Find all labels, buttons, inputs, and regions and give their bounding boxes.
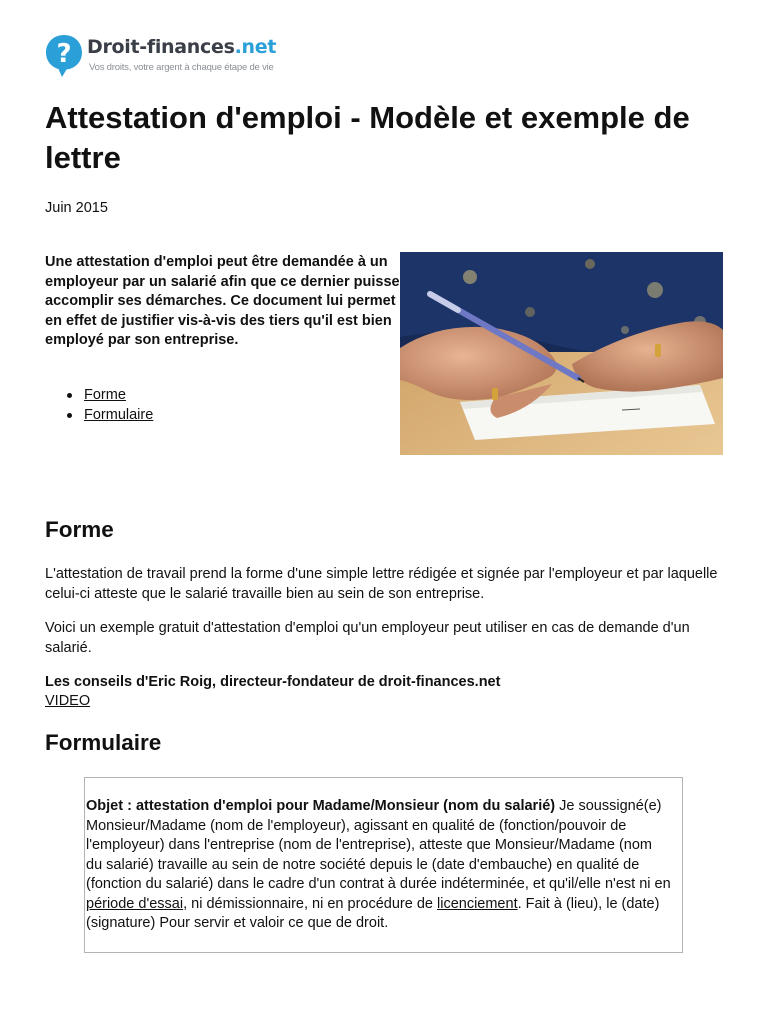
toc-item [45,405,153,425]
letter-object: Objet : attestation d'emploi pour Madame/Monsieur (nom du salarié) [86,798,556,814]
letter-template-box [84,777,683,953]
forme-paragraph-2: Voici un exemple gratuit d'attestation d'emploi qu'un employeur peut utiliser en cas de demande d'un salarié. [45,620,690,656]
advice-heading: Les conseils d'Eric Roig, directeur-fondateur de droit-finances.net [45,674,501,690]
link-licenciement[interactable]: licenciement [437,895,518,912]
link-periode-essai[interactable]: période d'essai [86,895,184,912]
hands-writing-letter-photo [400,252,723,455]
bullet-icon [67,393,72,398]
letter-text-part: . Fait à (lieu), le (date) (signature) Pour servir et valoir ce que de droit. [86,895,660,931]
bullet-icon [67,413,72,418]
letter-template-text [86,797,672,934]
publication-date: Juin 2015 [45,200,108,216]
forme-paragraph-1: L'attestation de travail prend la forme d'une simple lettre rédigée et signée par l'employeur et par laquelle celui-ci atteste que le salarié travaille bien au sein de son entreprise. [45,566,718,602]
video-link[interactable]: VIDEO [45,693,91,709]
logo-name: Droit-finances [87,36,235,58]
logo-extension: .net [234,36,277,58]
svg-text:?: ? [56,39,72,69]
page-title: Attestation d'emploi - Modèle et exemple de lettre [45,100,690,175]
section-heading-forme: Forme [45,517,114,542]
toc-link-formulaire[interactable]: Formulaire [84,407,154,423]
section-heading-formulaire: Formulaire [45,730,162,755]
toc-link-forme[interactable]: Forme [84,387,126,403]
logo-tagline: Vos droits, votre argent à chaque étape de vie [89,62,274,73]
intro-text: Une attestation d'emploi peut être demandée à un employeur par un salarié afin que ce dernier puisse accomplir ses démarches. Ce document lui permet en effet de justifier vis-à-vis des tiers qu'il est bien employé par son entreprise. [45,254,400,348]
question-bubble-icon [45,34,83,78]
letter-text-part: Je soussigné(e) Monsieur/Madame (nom de l'employeur), agissant en qualité de (fonction/pouvoir de l'employeur) dans l'entreprise (nom de l'entreprise), atteste que Monsieur/Madame (nom du salarié) travaille au sein de notre société depuis le (date d'embauche) en qualité de (fonction du salarié) dans le cadre d'un contrat à durée indéterminée, et qu'il/elle n'est ni en [86,798,671,892]
table-of-contents [45,385,153,425]
site-logo[interactable] [45,34,305,78]
letter-text-part: , ni démissionnaire, ni en procédure de [183,895,437,912]
logo-wordmark [87,36,276,58]
toc-item [45,385,153,405]
